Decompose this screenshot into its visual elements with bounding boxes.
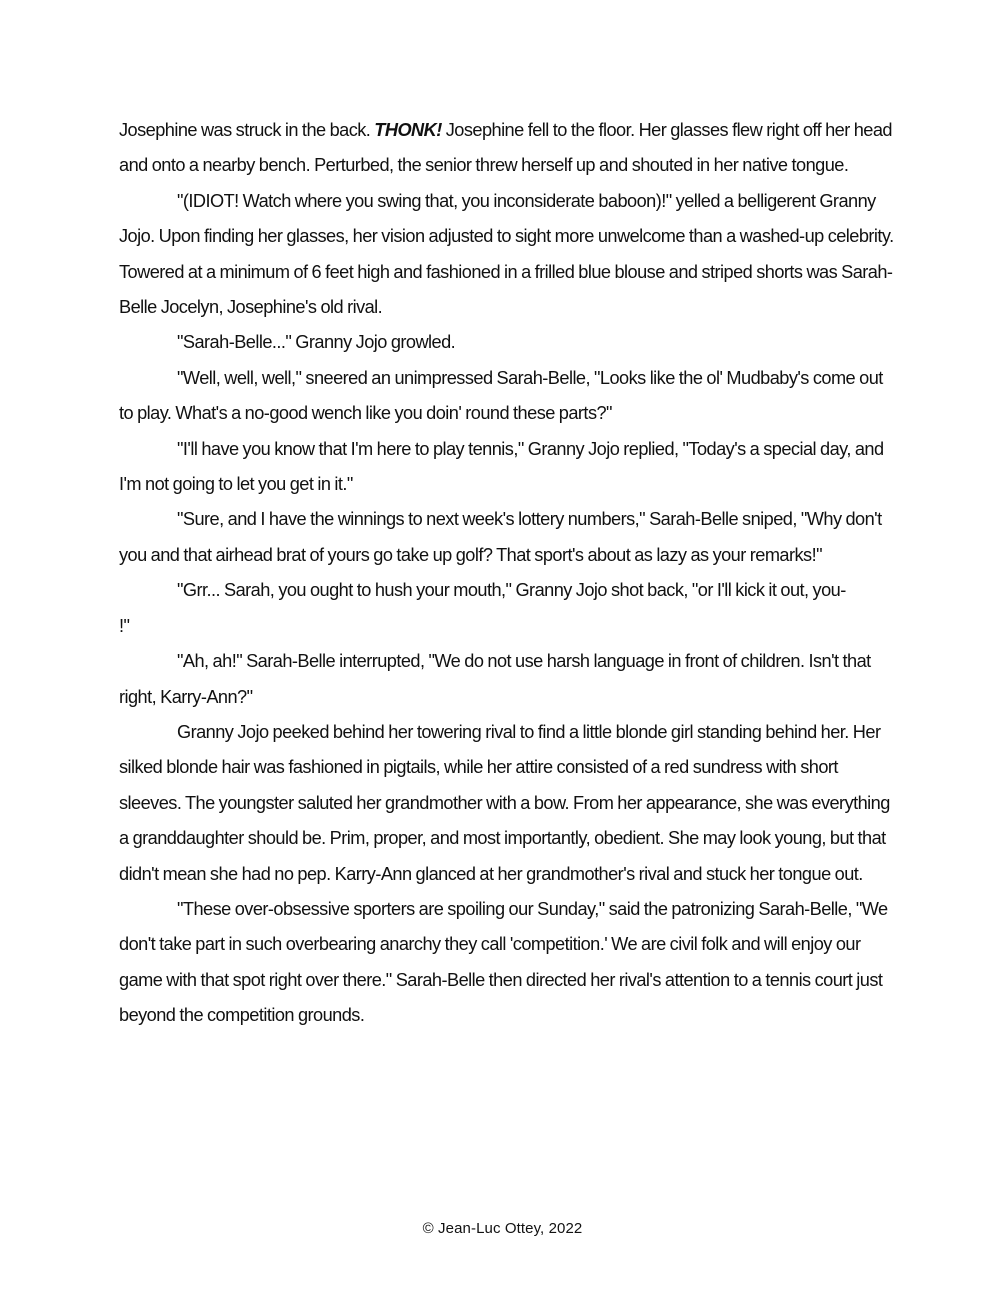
paragraph-4: "Well, well, well," sneered an unimpressed Sarah-Belle, "Looks like the ol' Mudbaby's come out to play. What's a no-good wench like you doin' round these parts?" bbox=[119, 367, 883, 424]
story-body bbox=[119, 113, 894, 1034]
paragraph-9: Granny Jojo peeked behind her towering rival to find a little blonde girl standing behind her. Her silked blonde hair was fashioned in pigtails, while her attire consisted of a red sundress with short sleeves. The youngster saluted her grandmother with a bow. From her appearance, she was everything a granddaughter should be. Prim, proper, and most importantly, obedient. She may look young, but that didn't mean she had no pep. Karry-Ann glanced at her grandmother's rival and stuck her tongue out. bbox=[119, 721, 890, 884]
paragraph-7-line-2: !" bbox=[119, 615, 130, 636]
paragraph-1-before: Josephine was struck in the back. bbox=[119, 120, 375, 140]
paragraph-2: "(IDIOT! Watch where you swing that, you inconsiderate baboon)!" yelled a belligerent Granny Jojo. Upon finding her glasses, her vision adjusted to sight more unwelcome than a washed-up celebrity. Towered at a minimum of 6 feet high and fashioned in a frilled blue blouse and striped shorts was Sarah-Belle Jocelyn, Josephine's old rival. bbox=[119, 190, 894, 318]
paragraph-7-line-1: "Grr... Sarah, you ought to hush your mouth," Granny Jojo shot back, "or I'll kick it out, you- bbox=[177, 580, 846, 601]
sound-effect-thonk: THONK! bbox=[374, 120, 442, 140]
paragraph-3: "Sarah-Belle..." Granny Jojo growled. bbox=[177, 332, 456, 353]
paragraph-5: "I'll have you know that I'm here to play tennis," Granny Jojo replied, "Today's a special day, and I'm not going to let you get in it." bbox=[119, 438, 884, 495]
paragraph-10: "These over-obsessive sporters are spoiling our Sunday," said the patronizing Sarah-Belle, "We don't take part in such overbearing anarchy they call 'competition.' We are civil folk and will enjoy our game with that spot right over there." Sarah-Belle then directed her rival's attention to a tennis court just beyond the competition grounds. bbox=[119, 898, 888, 1026]
paragraph-7 bbox=[119, 573, 894, 644]
paragraph-1-after: Josephine fell to the floor. Her glasses flew right off her head and onto a nearby bench. Perturbed, the senior threw herself up and shouted in her native tongue. bbox=[119, 120, 892, 176]
paragraph-1 bbox=[119, 113, 894, 184]
copyright-footer: © Jean-Luc Ottey, 2022 bbox=[422, 1220, 583, 1237]
paragraph-8: "Ah, ah!" Sarah-Belle interrupted, "We do not use harsh language in front of children. Isn't that right, Karry-Ann?" bbox=[119, 651, 871, 707]
paragraph-6: "Sure, and I have the winnings to next week's lottery numbers," Sarah-Belle sniped, "Why don't you and that airhead brat of yours go take up golf? That sport's about as lazy as your remarks!" bbox=[119, 509, 882, 565]
